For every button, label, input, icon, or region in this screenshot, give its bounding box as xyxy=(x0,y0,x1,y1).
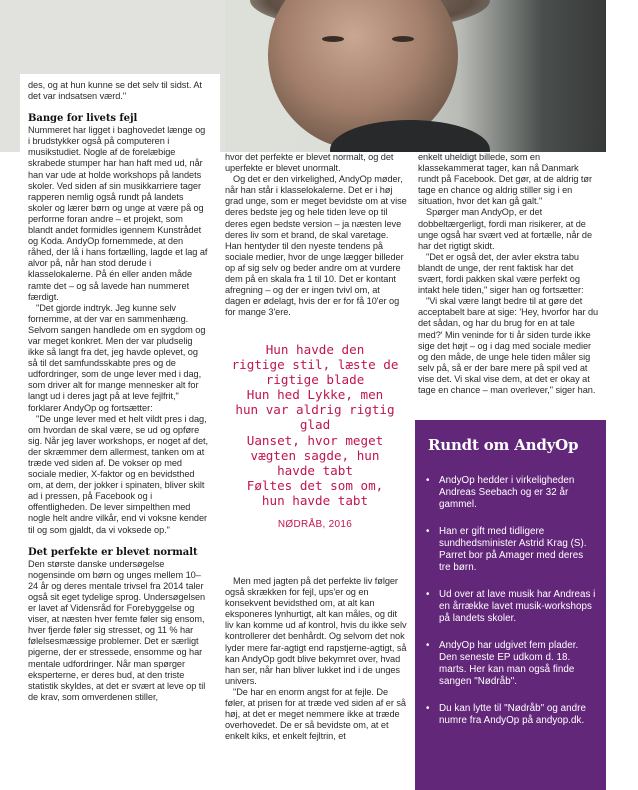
factbox-item-text: AndyOp har udgivet fem plader. Den seneste EP udkom d. 18. marts. Her kan man også finde sangen "Nødråb". xyxy=(439,640,579,687)
factbox-item xyxy=(426,640,596,688)
factbox-item xyxy=(426,475,596,511)
paragraph: hvor det perfekte er blevet normalt, og det uperfekte er blevet unormalt. xyxy=(225,152,394,174)
column-2-bottom xyxy=(225,576,407,742)
subheading-perfect: Det perfekte er blevet normalt xyxy=(28,546,198,558)
quote-line: glad xyxy=(299,417,331,433)
column-3 xyxy=(418,152,600,396)
quote-line: hun havde tabt xyxy=(261,492,369,508)
quote-line: Hun havde den xyxy=(265,342,365,357)
photo-eye-left xyxy=(322,36,344,42)
paragraph: Den største danske undersøgelse nogensinde om børn og unges mellem 10–24 år og deres mentale trivsel fra 2014 taler også sit eget tydelige sprog. Undersøgelsen er lavet af Vidensråd for Forebyggelse og viser, at næsten hver femte føler sig ensom, hver fjerde føler sig stresset, og 11 % har følelsesmæssige problemer. Det er særligt pigerne, der er stressede, ensomme og har mentale udfordringer. Når man spørger eksperterne, er deres bud, at den triste statistik skyldes, at det er svært at leve op til de krav, som omverdenen stiller, xyxy=(28,558,206,702)
paragraph: "Vi skal være langt bedre til at gøre det acceptabelt bare at sige: 'Hey, hvorfor har du det sådan, og har du brug for en at tale med?' Min veninde for ti år siden turde ikke sige det højt – og i dag med sociale medier og den måde, de unge hele tiden måler sig selv på, så er der bare mere på spil ved at vise det. Vi skal vise dem, at det er okay at tage en chance – man overlever," siger han. xyxy=(418,296,599,395)
factbox-item-text: Ud over at lave musik har Andreas i en årrække lavet musik-workshops på landets skoler. xyxy=(439,589,596,624)
paragraph: "Det er også det, der avler ekstra tabu blandt de unge, der rent faktisk har det svært, fordi pakken skal være perfekt og intakt hele tiden," siger han og fortsætter: xyxy=(418,251,584,296)
quote-line: hun var aldrig rigtig xyxy=(235,402,395,418)
intro-paragraph: des, og at hun kunne se det selv til sidst. At det var indsatsen værd." xyxy=(28,80,202,102)
subheading-fear: Bange for livets fejl xyxy=(28,113,138,125)
factbox-item xyxy=(426,589,596,625)
bullet-icon: • xyxy=(426,703,430,714)
factbox-item xyxy=(426,703,596,727)
quote-line: havde tabt xyxy=(277,462,353,478)
column-1 xyxy=(28,80,208,703)
quote-line: Uanset, hvor meget xyxy=(246,432,384,448)
quote-line: Hun hed Lykke, men xyxy=(246,387,384,403)
quote-source: NØDRÅB, 2016 xyxy=(277,519,353,531)
factbox-title: Rundt om AndyOp xyxy=(428,436,579,454)
factbox-item-text: AndyOp hedder i virkeligheden Andreas Seebach og er 32 år gammel. xyxy=(439,475,575,510)
factbox-item-text: Han er gift med tidligere sundhedsminister Astrid Krag (S). Parret bor på Amager med deres tre børn. xyxy=(439,526,587,573)
factbox-item xyxy=(426,526,596,574)
paragraph: Men med jagten på det perfekte liv følger også skrækken for fejl, ups'er og en konsekvent bevidsthed om, at alt kan eksponeres lynhurtigt, alt kan måles, og dit liv kan komme ud af kontrol, hvis du ikke selv kontrollerer det benhårdt. Og selvom det nok lyder mere far-agtigt end rapstjerne-agtigt, så kan AndyOp godt blive bekymret over, hvad han ser, når han bliver lukket ind i de unges univers. xyxy=(225,576,407,686)
paragraph: Nummeret har ligget i baghovedet længe og i brudstykker også på computeren i musikstudiet. Nogle af de forelæbige skrabede stumper har han haft med ud, når han var ude at holde workshops på landets skoler. Ved siden af sin musikkarriere tager rapperen nemlig også rundt på landets skoler og lærer børn og unge at være på og performe foran andre – et projekt, som blandt andet formidles igennem Kunstrådet og Koda. AndyOp fornemmede, at den råhed, der lå i hans fortælling, lagde et lag af alvor på, når han stod derude i klasselokalerne. På én eller anden måde ramte det – og så lavede han nummeret færdigt. xyxy=(28,125,208,302)
paragraph: enkelt uheldigt billede, som en klassekammerat tager, kan nå Danmark rundt på Facebook. Det gør, at de aldrig tør tage en chance og aldrig stiller sig i en situation, hvor det kan gå galt." xyxy=(418,152,592,207)
paragraph: "De har en enorm angst for at fejle. De føler, at prisen for at træde ved siden af er så høj, at det er meget nemmere ikke at træde overhovedet. De er så bevidste om, at et enkelt kiks, et enkelt fejltrin, et xyxy=(225,686,406,742)
quote-lyrics xyxy=(226,342,404,508)
quote-line: rigtige stil, læste de xyxy=(231,357,399,373)
bullet-icon: • xyxy=(426,526,430,537)
paragraph: "Det gjorde indtryk. Jeg kunne selv fornemme, at der var en sammenhæng. Selvom sangen handlede om en sygdom og var meget konkret. Men der var pludselig ikke så langt fra det, jeg havde oplevet, og så til det samfundsskabte pres og de udfordringer, som de unge lever med i dag, som driver alt for mange mennesker alt for langt ud i deres jagt på at leve fejlfrit," forklarer AndyOp og fortsætter: xyxy=(28,302,206,413)
quote-line: rigtige blade xyxy=(265,372,365,388)
factbox-item-text: Du kan lytte til "Nødråb" og andre numre fra AndyOp på andyop.dk. xyxy=(439,703,586,726)
page-margin xyxy=(606,0,638,790)
factbox-list xyxy=(426,475,596,727)
pull-quote xyxy=(226,342,404,532)
bullet-icon: • xyxy=(426,640,430,651)
bullet-icon: • xyxy=(426,475,430,486)
paragraph: Og det er den virkelighed, AndyOp møder, når han står i klasselokalerne. Det er i høj grad unge, som er meget bevidste om at vise deres bedste jeg og hele tiden leve op til deres egen bedste version – ja næsten leve deres liv som et brand, de skal varetage. Han hentyder til den nyeste tendens på sociale medier, hvor de unge lægger billeder op af sig selv og beder andre om at vurdere dem på en skala fra 1 til 10. Det er kontant afregning – og der er ingen tvivl om, at dagen er ødelagt, hvis der er for få 10'er og for mange 3'ere. xyxy=(225,174,407,318)
quote-line: Føltes det som om, xyxy=(246,477,384,493)
bullet-icon: • xyxy=(426,589,430,600)
factbox xyxy=(415,420,606,790)
paragraph: "De unge lever med et helt vildt pres i dag, om hvordan de skal være, se ud og opføre sig. Når jeg laver workshops, er noget af det, der skræmmer dem allermest, tanken om at træde ved siden af. De vokser op med sociale medier, X-faktor og en bevidsthed om, at dem, der jokker i spinaten, bliver skilt ad i pressen, på Facebook og i offentligheden. De lever simpelthen med nogle helt andre vilkår, end vi voksne kender til og som gjaldt, da vi voksede op." xyxy=(28,413,209,535)
photo-eye-right xyxy=(392,36,414,42)
paragraph: Spørger man AndyOp, er det dobbeltærgerligt, fordi man risikerer, at de unge også har svært ved at fortælle, når de har det rigtigt skidt. xyxy=(418,207,593,251)
quote-line: vægten sagde, hun xyxy=(250,447,380,463)
column-2-top xyxy=(225,152,407,318)
